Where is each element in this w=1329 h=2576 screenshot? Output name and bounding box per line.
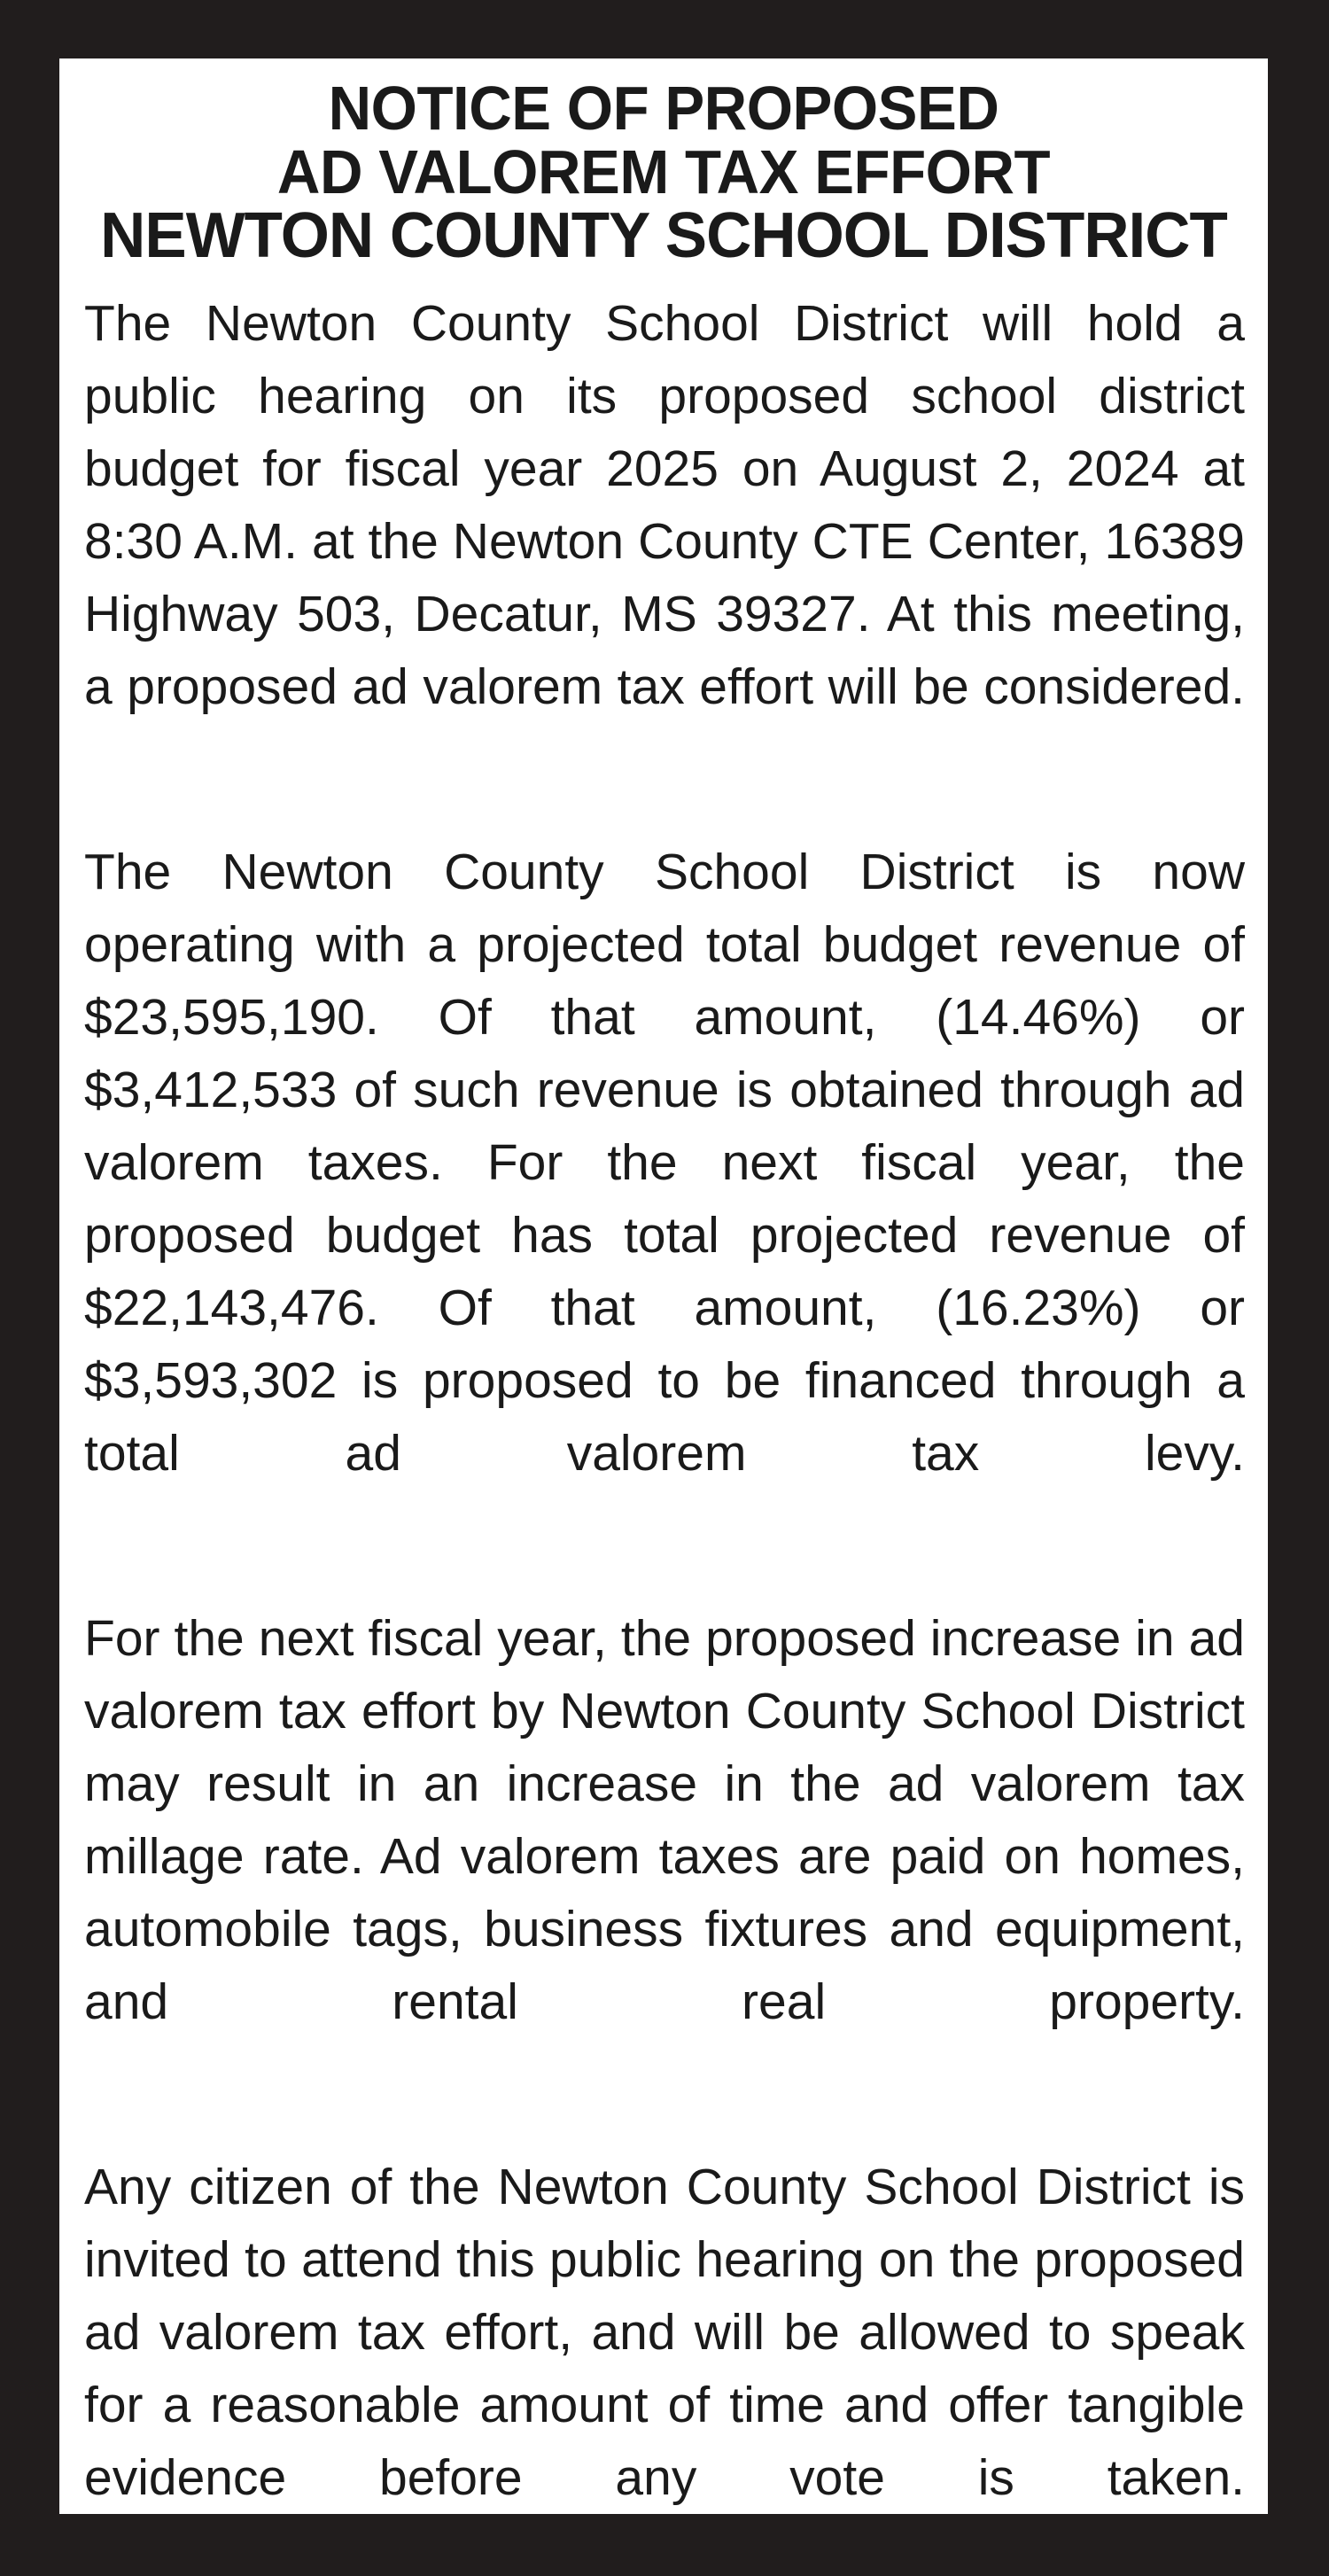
heading-line-3: NEWTON COUNTY SCHOOL DISTRICT [100, 200, 1227, 271]
notice-panel [59, 58, 1268, 2514]
notice-paragraph-millage-impact: For the next fiscal year, the proposed increase in ad valorem tax effort by Newton County School District may result in an increase in the ad valorem tax millage rate. Ad valorem taxes are paid on homes, automobile tags, business fixtures and equipment, and rental real property. [84, 1610, 1245, 2030]
heading-line-1: NOTICE OF PROPOSED [328, 74, 999, 143]
notice-paragraph-citizen-invitation: Any citizen of the Newton County School District is invited to attend this public hearing on the proposed ad valorem tax effort, and will be allowed to speak for a reasonable amount of time and offer tangible evidence before any vote is taken. [84, 2159, 1245, 2506]
notice-heading [59, 58, 1268, 271]
notice-body [59, 287, 1268, 2514]
heading-line-2: AD VALOREM TAX EFFORT [276, 137, 1051, 206]
notice-paragraph-budget-figures: The Newton County School District is now operating with a projected total budget revenue of $23,595,190. Of that amount, (14.46%) or $3,412,533 of such revenue is obtained through ad valorem taxes. For the next fiscal year, the proposed budget has total projected revenue of $22,143,476. Of that amount, (16.23%) or $3,593,302 is proposed to be financed through a total ad valorem tax levy. [84, 844, 1245, 1482]
notice-paragraph-hearing-details: The Newton County School District will hold a public hearing on its proposed school district budget for fiscal year 2025 on August 2, 2024 at 8:30 A.M. at the Newton County CTE Center, 16389 Highway 503, Decatur, MS 39327. At this meeting, a proposed ad valorem tax effort will be considered. [84, 295, 1245, 715]
